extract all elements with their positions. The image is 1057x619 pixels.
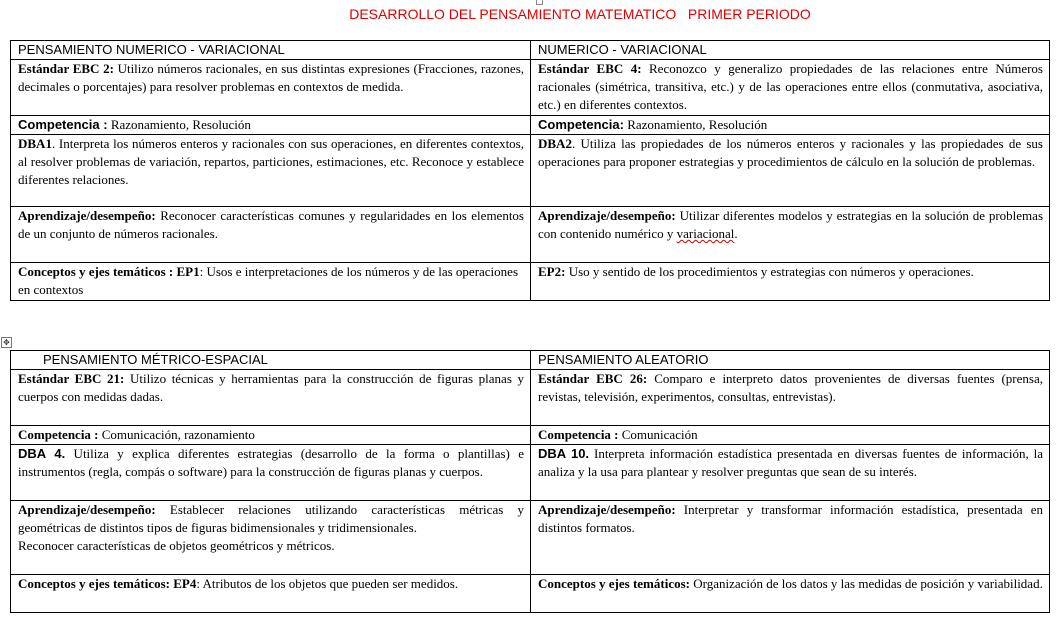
row-estandar: [11, 370, 1050, 426]
row-conceptos: [11, 575, 1050, 613]
table-periodo-2: [10, 350, 1050, 613]
table-periodo-1: [10, 40, 1050, 301]
competencia-label: Competencia :: [18, 117, 108, 132]
aprendizaje-end: .: [734, 226, 738, 241]
table-header-row: [11, 351, 1050, 370]
cell-estandar-left: [11, 370, 531, 426]
cell-aprendizaje-left: [11, 501, 531, 575]
row-competencia: [11, 426, 1050, 445]
competencia-text: Comunicación, razonamiento: [98, 427, 255, 442]
cell-competencia-left: [11, 426, 531, 445]
cell-conceptos-left: [11, 575, 531, 613]
page-title: DESARROLLO DEL PENSAMIENTO MATEMATICO PRIMER PERIODO: [349, 6, 811, 22]
estandar-text: Utilizo técnicas y herramientas para la construcción de figuras planas y cuerpos con medidas dadas.: [18, 371, 524, 404]
cell-conceptos-right: [531, 575, 1050, 613]
cell-dba-left: [11, 445, 531, 501]
cell-estandar-right: [531, 370, 1050, 426]
row-estandar: [11, 60, 1050, 116]
estandar-text: Comparo e interpreto datos provenientes de diversas fuentes (prensa, revistas, televisión, experimentos, consultas, entrevistas).: [538, 371, 1043, 404]
aprendizaje-text: Interpretar y transformar información estadística, presentada en distintos formatos.: [538, 502, 1043, 535]
estandar-label: Estándar EBC 2:: [18, 61, 114, 76]
aprendizaje-text: Reconocer características comunes y regularidades en los elementos de un conjunto de números racionales.: [18, 208, 524, 241]
paragraph-mark: [536, 0, 543, 5]
cell-estandar-right: [531, 60, 1050, 116]
estandar-text: Reconozco y generalizo propiedades de las relaciones entre Números racionales (simétrica, transitiva, etc.) y de las operaciones entre ellos (conmutativa, asociativa, etc.) en diferentes contextos.: [538, 61, 1043, 112]
row-aprendizaje: [11, 207, 1050, 263]
dba-label: DBA1: [18, 136, 52, 151]
spellcheck-word[interactable]: variacional: [676, 226, 735, 241]
dba-label: DBA2: [538, 136, 572, 151]
cell-dba-right: [531, 135, 1050, 207]
cell-competencia-right: [531, 116, 1050, 135]
header-numerico-variacional: NUMERICO - VARIACIONAL: [531, 41, 1050, 60]
aprendizaje-text: Utilizar diferentes modelos y estrategias en la solución de problemas con contenido numérico y: [538, 208, 1043, 241]
competencia-text: Razonamiento, Resolución: [107, 117, 251, 132]
row-conceptos: [11, 263, 1050, 301]
row-dba: [11, 135, 1050, 207]
table-header-row: [11, 41, 1050, 60]
conceptos-label: EP2:: [538, 264, 566, 279]
competencia-text: Razonamiento, Resolución: [623, 117, 768, 132]
conceptos-label: Conceptos y ejes temáticos: EP4: [18, 576, 197, 591]
conceptos-text: Uso y sentido de los procedimientos y estrategias con números y operaciones.: [565, 264, 974, 279]
competencia-label: Competencia:: [538, 117, 624, 132]
aprendizaje-text: Establecer relaciones utilizando características métricas y geométricas de distintos tipos de figuras bidimensionales y tridimensionales.: [18, 502, 524, 535]
dba-text: . Interpreta los números enteros y racionales con sus operaciones, en diferentes contextos, al resolver problemas de variación, repartos, particiones, estimaciones, etc. Reconoce y establece diferentes relaciones.: [18, 136, 524, 187]
estandar-text: Utilizo números racionales, en sus distintas expresiones (Fracciones, razones, decimales o porcentajes) para resolver problemas en contextos de medida.: [18, 61, 524, 94]
cell-conceptos-right: [531, 263, 1050, 301]
dba-label: DBA 4.: [18, 446, 66, 461]
cell-dba-left: [11, 135, 531, 207]
estandar-label: Estándar EBC 4:: [538, 61, 642, 76]
estandar-label: Estándar EBC 26:: [538, 371, 648, 386]
cell-aprendizaje-left: [11, 207, 531, 263]
aprendizaje-label: Aprendizaje/desempeño:: [538, 208, 676, 223]
dba-label: DBA 10.: [538, 446, 590, 461]
cell-aprendizaje-right: [531, 207, 1050, 263]
conceptos-text: : Atributos de los objetos que pueden ser medidos.: [196, 576, 459, 591]
header-pensamiento-numerico: PENSAMIENTO NUMERICO - VARIACIONAL: [11, 41, 531, 60]
aprendizaje-text-2: Reconocer características de objetos geométricos y métricos.: [18, 538, 335, 553]
conceptos-label: Conceptos y ejes temáticos : EP1: [18, 264, 200, 279]
aprendizaje-label: Aprendizaje/desempeño:: [18, 208, 156, 223]
conceptos-text: : Usos e interpretaciones de los números y de las operaciones en contextos: [18, 264, 518, 297]
competencia-text: Comunicación: [618, 427, 698, 442]
cell-estandar-left: [11, 60, 531, 116]
header-pensamiento-metrico: PENSAMIENTO MÉTRICO-ESPACIAL: [11, 351, 531, 370]
competencia-label: Competencia :: [538, 427, 619, 442]
cell-dba-right: [531, 445, 1050, 501]
cell-conceptos-left: [11, 263, 531, 301]
estandar-label: Estándar EBC 21:: [18, 371, 125, 386]
header-pensamiento-aleatorio: PENSAMIENTO ALEATORIO: [531, 351, 1050, 370]
dba-text: Utiliza y explica diferentes estrategias (desarrollo de la forma o plantillas) e instrumentos (regla, compás o software) para la construcción de figuras planas y cuerpos.: [18, 446, 524, 479]
cell-aprendizaje-right: [531, 501, 1050, 575]
dba-text: . Utiliza las propiedades de los números enteros y racionales y las propiedades de sus operaciones para proponer estrategias y procedimientos de cálculo en la solución de problemas.: [538, 136, 1043, 169]
row-aprendizaje: [11, 501, 1050, 575]
cell-competencia-right: [531, 426, 1050, 445]
row-dba: [11, 445, 1050, 501]
dba-text: Interpreta información estadística presentada en diversas fuentes de información, la analiza y la usa para plantear y resolver preguntas que sean de su interés.: [538, 446, 1044, 479]
cell-competencia-left: [11, 116, 531, 135]
row-competencia: [11, 116, 1050, 135]
aprendizaje-label: Aprendizaje/desempeño:: [18, 502, 156, 517]
conceptos-text: Organización de los datos y las medidas de posición y variabilidad.: [689, 576, 1043, 591]
competencia-label: Competencia :: [18, 427, 99, 442]
table-move-handle-icon[interactable]: ✥: [1, 337, 12, 348]
conceptos-label: Conceptos y ejes temáticos:: [538, 576, 690, 591]
aprendizaje-label: Aprendizaje/desempeño:: [538, 502, 676, 517]
